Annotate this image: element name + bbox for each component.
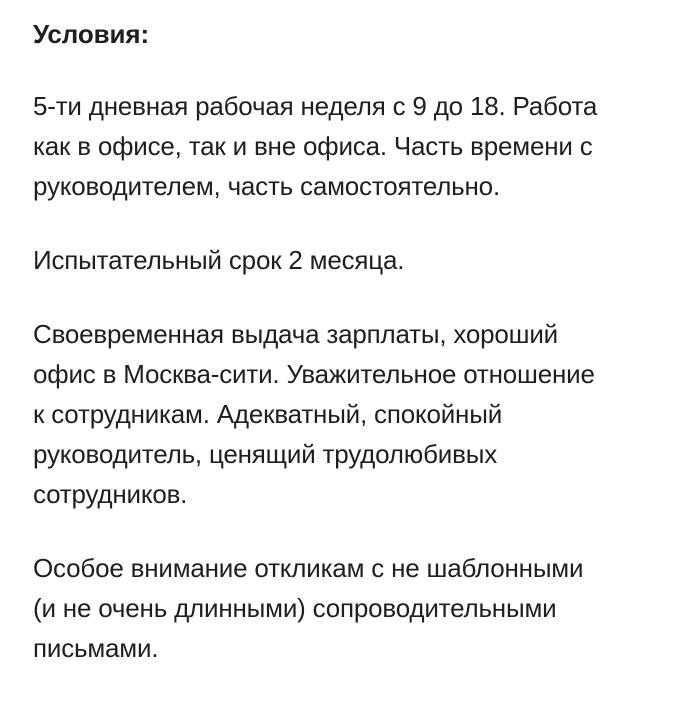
- text-line: (и не очень длинными) сопроводительными: [33, 593, 557, 623]
- post-content: [33, 14, 673, 668]
- text-line: Испытательный срок 2 месяца.: [33, 245, 405, 275]
- text-line: Особое внимание откликам с не шаблонными: [33, 553, 584, 583]
- paragraph-benefits: [33, 314, 673, 514]
- text-line: офис в Москва-сити. Уважительное отношение: [33, 359, 595, 389]
- text-line: руководителем, часть самостоятельно.: [33, 171, 500, 201]
- conditions-heading: Условия:: [33, 19, 150, 49]
- text-line: письмами.: [33, 633, 159, 663]
- paragraph-application-note: [33, 548, 673, 668]
- paragraph-schedule: [33, 86, 673, 206]
- text-line: сотрудников.: [33, 479, 188, 509]
- text-line: 5-ти дневная рабочая неделя с 9 до 18. Работа: [33, 91, 598, 121]
- text-line: Своевременная выдача зарплаты, хороший: [33, 319, 558, 349]
- text-line: руководитель, ценящий трудолюбивых: [33, 439, 497, 469]
- paragraph-probation: [33, 240, 673, 280]
- text-line: к сотрудникам. Адекватный, спокойный: [33, 399, 503, 429]
- text-line: как в офисе, так и вне офиса. Часть времени с: [33, 131, 593, 161]
